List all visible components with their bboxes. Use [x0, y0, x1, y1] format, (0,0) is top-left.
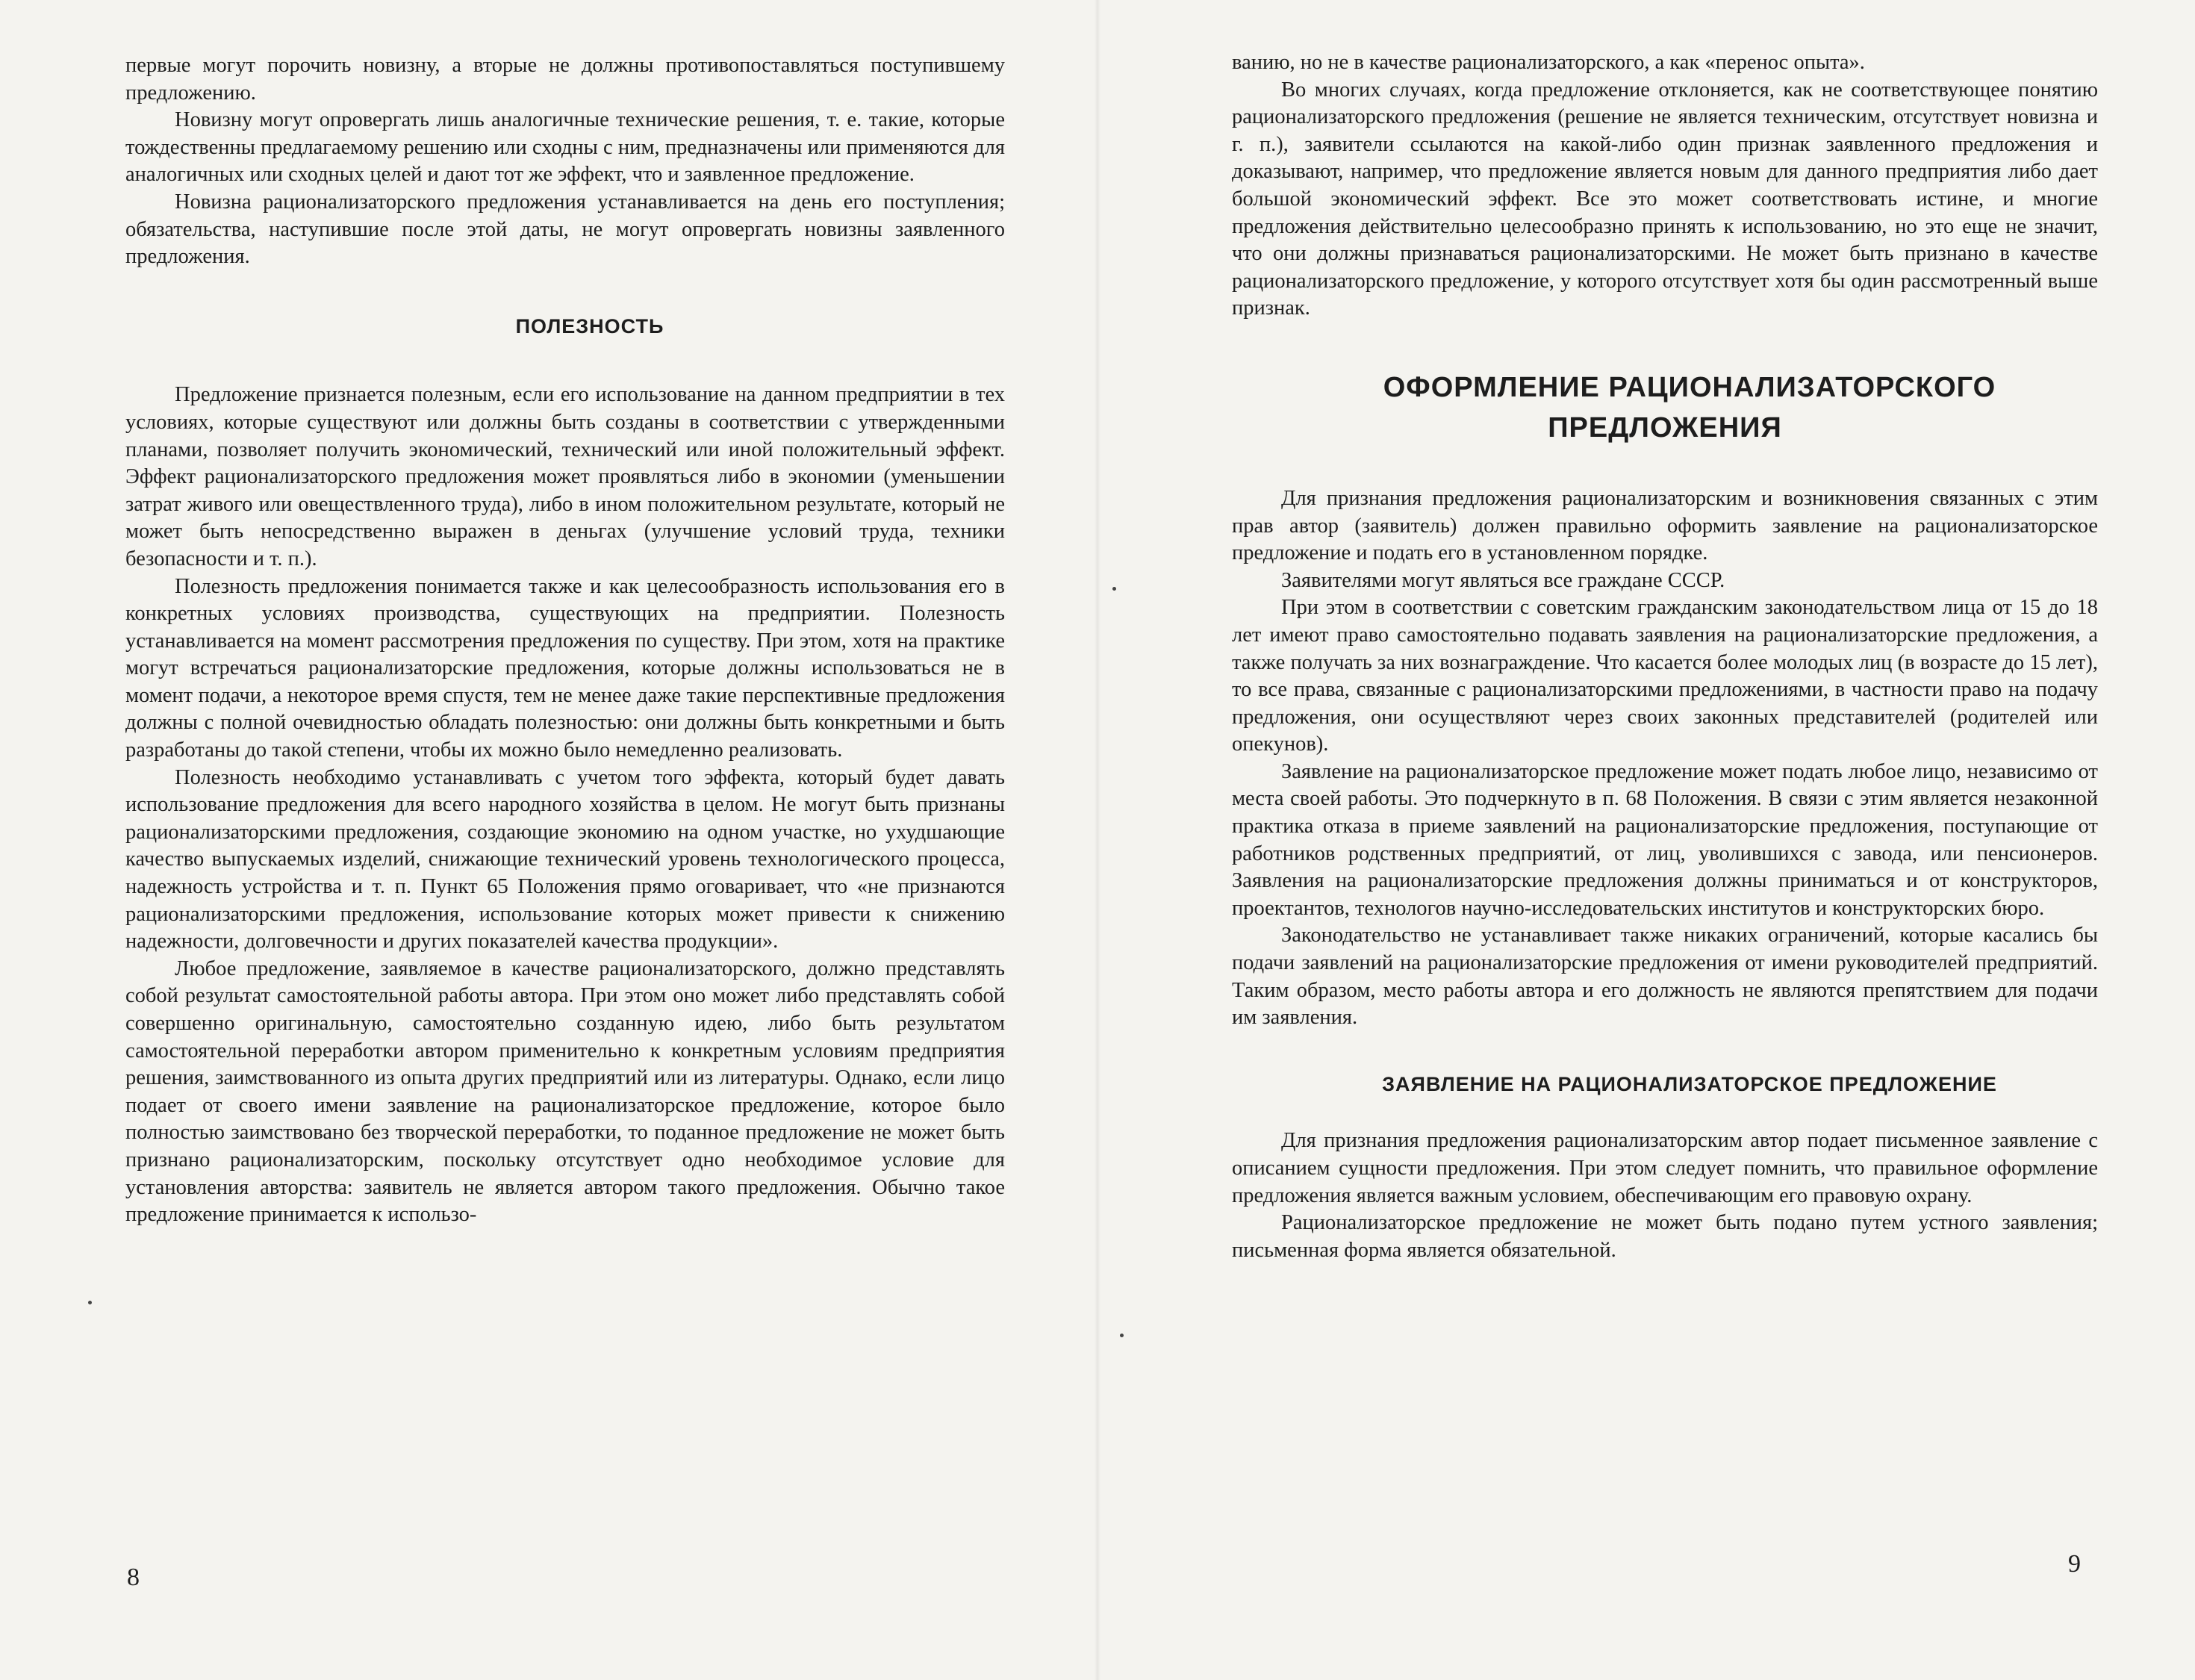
scan-speck [88, 1301, 92, 1304]
paragraph: Заявление на рационализаторское предложение может подать любое лицо, независимо от места своей работы. Это подчеркнуто в п. 68 Положения. В связи с этим является незаконной практика отказа в приеме заявлений на рационализаторские предложения, поступающие от работников родственных предприятий, от лиц, уволившихся с завода, или пенсионеров. Заявления на рационализаторские предложения должны приниматься и от конструкторов, проектантов, технологов научно-исследовательских институтов и конструкторских бюро. [1232, 759, 2098, 920]
section-heading-application: ЗАЯВЛЕНИЕ НА РАЦИОНАЛИЗАТОРСКОЕ ПРЕДЛОЖЕНИЕ [1382, 1072, 1997, 1095]
page-number: 8 [127, 1564, 140, 1591]
paragraph: Рационализаторское предложение не может быть подано путем устного заявления; письменная форма является обязательной. [1232, 1211, 2098, 1262]
page-number: 9 [2068, 1550, 2081, 1578]
left-page-text [125, 52, 1005, 1229]
chapter-heading: ОФОРМЛЕНИЕ РАЦИОНАЛИЗАТОРСКОГО ПРЕДЛОЖЕНИЯ [1383, 371, 1996, 444]
section-heading-usefulness: ПОЛЕЗНОСТЬ [515, 314, 664, 337]
paragraph: Полезность предложения понимается также и как целесообразность использования его в конкретных условиях производства, существующих на предприятии. Полезность устанавливается на момент рассмотрения предложения по существу. При этом, хотя на практике могут встречаться рационализаторские предложения, которые должны использоваться не в момент подачи, а некоторое время спустя, тем не менее даже такие перспективные предложения должны с полной очевидностью обладать полезностью: они должны быть конкретными и быть разработаны до такой степени, чтобы их можно было немедленно реализовать. [125, 574, 1005, 762]
paragraph: Полезность необходимо устанавливать с учетом того эффекта, который будет давать использование предложения для всего народного хозяйства в целом. Не могут быть признаны рационализаторскими предложения, создающие экономию на одном участке, но ухудшающие качество выпускаемых изделий, снижающие технический уровень технологического процесса, надежность устройства и т. п. Пункт 65 Положения прямо оговаривает, что «не признаются рационализаторскими предложения, использование которых может привести к снижению надежности, долговечности и других показателей качества продукции». [125, 765, 1005, 953]
paragraph: Заявителями могут являться все граждане СССР. [1281, 568, 1725, 592]
paragraph: Законодательство не устанавливает также никаких ограничений, которые касались бы подачи заявлений на рационализаторские предложения от имени руководителей предприятий. Таким образом, место работы автора и его должность не являются препятствием для подачи им заявления. [1232, 924, 2098, 1030]
scan-speck [1120, 1334, 1124, 1337]
paragraph: Новизну могут опровергать лишь аналогичные технические решения, т. е. такие, которые тождественны предлагаемому решению или сходны с ним, предназначены или применяются для аналогичных или сходных целей и дают тот же эффект, что и заявленное предложение. [125, 108, 1005, 187]
paragraph: При этом в соответствии с советским гражданским законодательством лица от 15 до 18 лет имеют право самостоятельно подавать заявления на рационализаторские предложения, а также получать за них вознаграждение. Что касается более молодых лиц (в возрасте до 15 лет), то все права, связанные с рационализаторскими предложениями, в частности право на подачу предложения, они осуществляют через своих законных представителей (родителей или опекунов). [1232, 596, 2098, 756]
scan-speck [1112, 587, 1116, 591]
paragraph: Для признания предложения рационализаторским и возникновения связанных с этим прав автор (заявитель) должен правильно оформить заявление на рационализаторское предложение и подать его в установленном порядке. [1232, 486, 2098, 565]
paragraph: Любое предложение, заявляемое в качестве рационализаторского, должно представлять собой результат самостоятельной работы автора. При этом оно может либо представлять собой совершенно оригинальную, самостоятельно созданную идею, либо быть результатом самостоятельной переработки автором применительно к конкретным условиям предприятия решения, заимствованного из опыта других предприятий или из литературы. Однако, если лицо подает от своего имени заявление на рационализаторское предложение, которое было полностью заимствовано без творческой переработки, то поданное предложение не может быть признано рационализаторским, поскольку отсутствует одно необходимое условие для установления авторства: заявитель не является автором такого предложения. Обычно такое предложение принимается к использо- [125, 956, 1005, 1227]
paragraph: Предложение признается полезным, если его использование на данном предприятии в тех условиях, которые существуют или должны быть созданы в соответствии с утвержденными планами, позволяет получить экономический, технический или иной положительный эффект. Эффект рационализаторского предложения может проявляться либо в экономии (уменьшении затрат живого или овеществленного труда), либо в ином положительном результате, который не может быть непосредственно выражен в деньгах (улучшение условий труда, техники безопасности и т. п.). [125, 383, 1005, 570]
right-page-text [1232, 49, 2098, 1264]
right-page [1098, 0, 2195, 1680]
paragraph: ванию, но не в качестве рационализаторского, а как «перенос опыта». [1232, 51, 1865, 74]
paragraph: Новизна рационализаторского предложения устанавливается на день его поступления; обязательства, наступившие после этой даты, не могут опровергать новизны заявленного предложения. [125, 190, 1005, 269]
paragraph: Во многих случаях, когда предложение отклоняется, как не соответствующее понятию рационализаторского предложения (решение не является техническим, отсутствует новизна и г. п.), заявители ссылаются на какой-либо один признак заявленного предложения и доказывают, например, что предложение является новым для данного предприятия либо дает большой экономический эффект. Все это может соответствовать истине, и многие предложения действительно целесообразно принять к использованию, но это еще не значит, что они должны признаваться рационализаторскими. Не может быть признано в качестве рационализаторского предложение, у которого отсутствует хотя бы один рассмотренный выше признак. [1232, 78, 2098, 320]
paragraph: первые могут порочить новизну, а вторые не должны противопоставляться поступившему предложению. [125, 54, 1005, 105]
paragraph: Для признания предложения рационализаторским автор подает письменное заявление с описанием сущности предложения. При этом следует помнить, что правильное оформление предложения является важным условием, обеспечивающим его правовую охрану. [1232, 1129, 2098, 1207]
